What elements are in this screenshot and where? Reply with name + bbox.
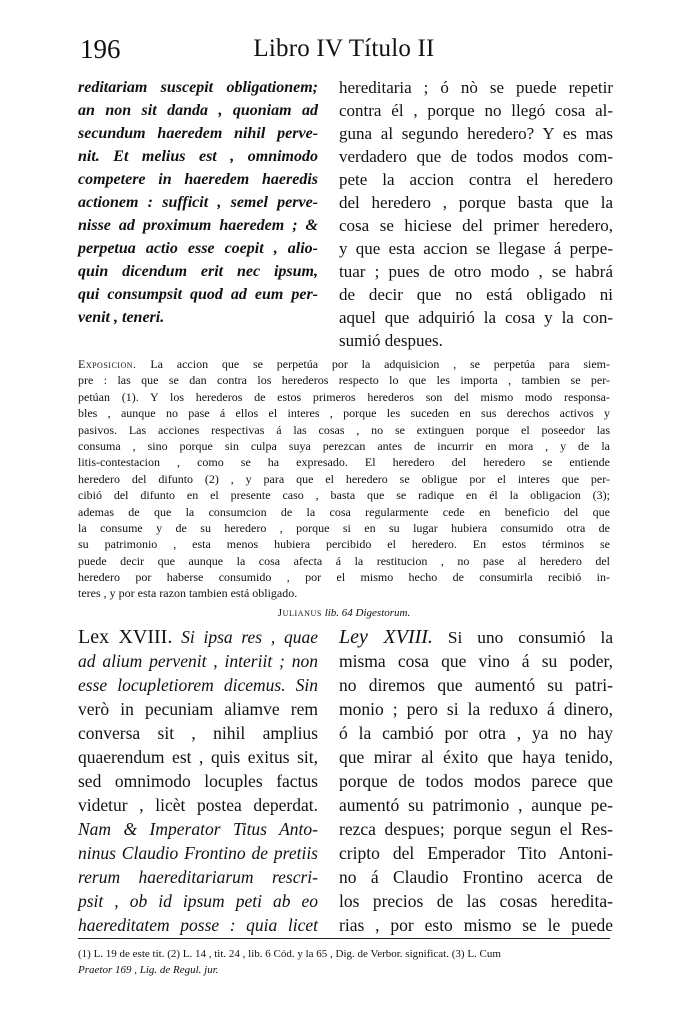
footnotes bbox=[78, 946, 610, 978]
exposicion-commentary bbox=[78, 356, 610, 602]
text-line: reditariam suscepit obligationem; bbox=[78, 79, 318, 96]
text-line: nit. Et melius est , omnimodo bbox=[78, 148, 318, 165]
text-line: an non sit danda , quoniam ad bbox=[78, 102, 318, 119]
commentary-line: la consume y de su heredero , porque si en su lugar hubiera consumido otra de bbox=[78, 520, 610, 535]
text-line: del heredero , porque basta que la bbox=[339, 193, 613, 212]
lex-text: Si ipsa res , quae bbox=[181, 627, 318, 647]
text-line: y que esta accion se llegase á perpe- bbox=[339, 239, 613, 258]
text-line: qui consumpsit quod ad eum per- bbox=[78, 286, 318, 303]
commentary-line: litis-contestacion , como se ha expresado. El heredero del heredero se entiende bbox=[78, 455, 610, 470]
source-citation bbox=[78, 606, 610, 620]
text-line: esse locupletiorem dicemus. Sin bbox=[78, 675, 318, 695]
commentary-line: heredero por haberse consumido , por el mismo hecho de consumirla recibió in- bbox=[78, 570, 610, 585]
text-line: rerum haereditariarum rescri- bbox=[78, 867, 318, 887]
exposicion-label: Exposicion. bbox=[78, 357, 137, 371]
text-line: rezca despues; porque segun el Res- bbox=[339, 819, 613, 839]
text-line: monio ; pero si la reduxo á dinero, bbox=[339, 699, 613, 719]
commentary-line: cibió del difunto en el presente caso , basta que se radique en él la obligacion (3); bbox=[78, 488, 610, 503]
text-line: cosa se hiciese del primer heredero, bbox=[339, 216, 613, 235]
commentary-line: teres , y por esta razon tambien está obligado. bbox=[78, 586, 298, 601]
page-header bbox=[78, 34, 610, 68]
text-line: no á Claudio Frontino acerca de bbox=[339, 867, 613, 887]
text-line: rias , por esto mismo se le puede bbox=[339, 915, 613, 935]
source-reference: lib. 64 Digestorum. bbox=[324, 607, 411, 619]
ley-text: Si uno consumió la bbox=[447, 628, 614, 647]
text-line: hereditaria ; ó nò se puede repetir bbox=[339, 78, 613, 97]
commentary-first-line bbox=[78, 356, 610, 372]
commentary-line: petúan (1). Y los herederos de estos primeros herederos son del mismo modo responsa- bbox=[78, 389, 610, 404]
running-title: Libro IV Título II bbox=[253, 35, 435, 62]
text-line: quin dicendum erit nec ipsum, bbox=[78, 263, 318, 280]
lex-heading: Lex XVIII. bbox=[78, 626, 173, 648]
commentary-line: heredero del difunto (2) , y para que el heredero se obligue por el interes que per- bbox=[78, 471, 610, 486]
text-line: venit , teneri. bbox=[78, 309, 165, 326]
text-line: ó la cambió por otra , ya no hay bbox=[339, 723, 613, 743]
text-line: videtur , licèt postea deperdat. bbox=[78, 795, 318, 815]
text-line: cripto del Emperador Tito Antoni- bbox=[339, 843, 613, 863]
text-line: verdadero que de todos modos com- bbox=[339, 147, 613, 166]
footnote-line: Praetor 169 , Lig. de Regul. jur. bbox=[78, 964, 219, 976]
text-line: sed omnimodo locuples factus bbox=[78, 771, 318, 791]
text-line: aquel que adquirió la cosa y la con- bbox=[339, 308, 613, 327]
text-line: porque de todos modos parece que bbox=[339, 771, 613, 791]
text-line: Nam & Imperator Titus Anto- bbox=[78, 819, 318, 839]
text-line: pete la accion contra el heredero bbox=[339, 170, 613, 189]
commentary-text: La accion que se perpetúa por la adquisicion , se perpetúa para siem- bbox=[150, 357, 610, 371]
footnote-divider bbox=[78, 938, 610, 939]
text-line: competere in haeredem haeredis bbox=[78, 171, 318, 188]
lex-first-line bbox=[78, 625, 318, 649]
commentary-line: consuma , sino porque sin culpa suya perezcan antes de incurrir en mora , y de la bbox=[78, 438, 610, 453]
page-number: 196 bbox=[80, 34, 121, 64]
ley-heading: Ley XVIII. bbox=[339, 626, 433, 648]
commentary-line: puede decir que aunque la cosa afecta á la restitucion , no pase al heredero del bbox=[78, 553, 610, 568]
latin-lex-column bbox=[78, 625, 318, 937]
commentary-line: ademas de que la consumcion de la cosa regularmente cede en beneficio del que bbox=[78, 504, 610, 519]
text-line: conversa sit , nihil amplius bbox=[78, 723, 318, 743]
commentary-line: pasivos. Las acciones respectivas á las cosas , no se extinguen porque el poseedor las bbox=[78, 422, 610, 437]
commentary-line: su patrimonio , esta menos hubiera percibido el heredero. En estos términos se bbox=[78, 537, 610, 552]
footnote-line: (1) L. 19 de este tit. (2) L. 14 , tit. 24 , lib. 6 Cód. y la 65 , Dig. de Verbor. significat. (3) L. Cum bbox=[78, 948, 501, 960]
spanish-ley-column bbox=[339, 625, 613, 937]
text-line: psit , ob id ipsum peti ab eo bbox=[78, 891, 318, 911]
text-line: no diremos que aumentó su patri- bbox=[339, 675, 613, 695]
text-line: contra él , porque no llegó cosa al- bbox=[339, 101, 613, 120]
text-line: perpetua actio esse coepit , alio- bbox=[78, 240, 318, 257]
text-line: secundum haeredem nihil perve- bbox=[78, 125, 318, 142]
latin-text-top bbox=[78, 76, 318, 329]
text-line: sumió despues. bbox=[339, 331, 443, 350]
source-author: Julianus bbox=[277, 607, 322, 619]
text-line: actionem : sufficit , semel perve- bbox=[78, 194, 318, 211]
text-line: guna al segundo heredero? Y es mas bbox=[339, 124, 613, 143]
text-line: aumentó su patrimonio , aunque pe- bbox=[339, 795, 613, 815]
text-line: haereditatem posse : quia licet bbox=[78, 915, 318, 935]
commentary-line: bles , aunque no pase á ellos el interes , porque les suceden en sus derechos activos y bbox=[78, 406, 610, 421]
text-line: misma cosa que vino á su poder, bbox=[339, 651, 613, 671]
text-line: los precios de las cosas heredita- bbox=[339, 891, 613, 911]
text-line: que mirar al éxito que haya tenido, bbox=[339, 747, 613, 767]
text-line: quaerendum est , quis exitus sit, bbox=[78, 747, 318, 767]
commentary-line: pre : las que se dan contra los herederos respecto lo que les importa , tambien se per- bbox=[78, 373, 610, 388]
spanish-text-top bbox=[339, 76, 613, 352]
text-line: nisse ad proximum haeredem ; & bbox=[78, 217, 318, 234]
text-line: tuar ; pues de otro modo , se habrá bbox=[339, 262, 613, 281]
text-line: de decir que no está obligado ni bbox=[339, 285, 613, 304]
text-line: ad alium pervenit , interiit ; non bbox=[78, 651, 318, 671]
text-line: ninus Claudio Frontino de pretiis bbox=[78, 843, 318, 863]
ley-first-line bbox=[339, 625, 613, 649]
text-line: verò in pecuniam aliamve rem bbox=[78, 699, 318, 719]
